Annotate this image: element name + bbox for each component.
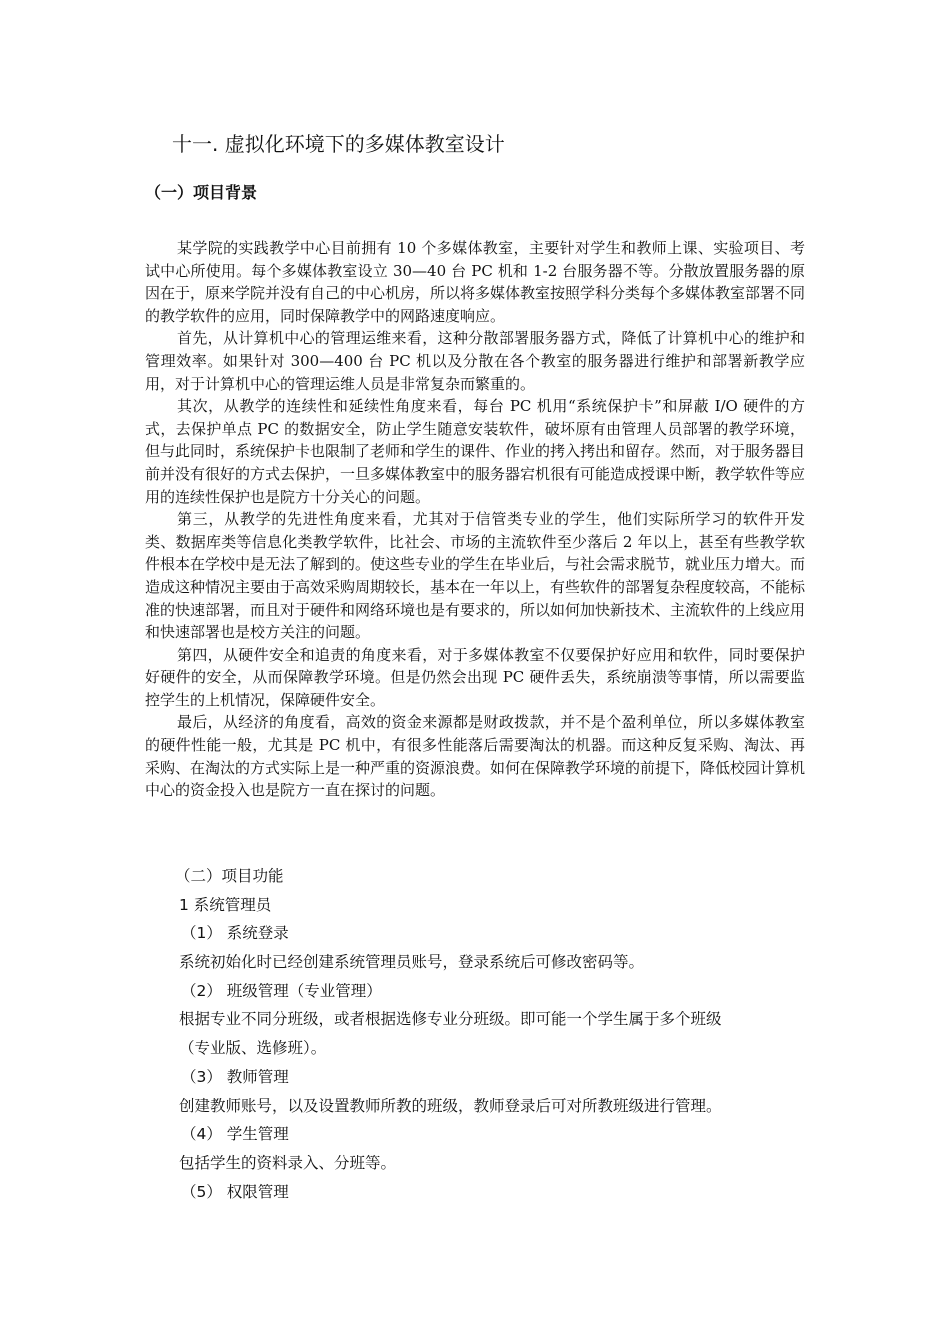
paragraph: 最后，从经济的角度看，高效的资金来源都是财政拨款，并不是个盈利单位，所以多媒体教室的硬件性能一般，尤其是 PC 机中，有很多性能落后需要淘汰的机器。而这种反复采购、淘汰、再采购、在淘汰的方式实际上是一种严重的资源浪费。如何在保障教学环境的前提下，降低校园计算机中心的资金投入也是院方一直在探讨的问题。 [145,713,806,800]
item-label-student-management: （4） 学生管理 [181,1125,289,1144]
paragraph: 首先，从计算机中心的管理运维来看，这种分散部署服务器方式，降低了计算机中心的维护和管理效率。如果针对 300—400 台 PC 机以及分散在各个教室的服务器进行维护和部署新教学应用，对于计算机中心的管理运维人员是非常复杂而繁重的。 [145,329,805,393]
item-desc-login: 系统初始化时已经创建系统管理员账号，登录系统后可修改密码等。 [179,953,645,972]
item-label-permission-management: （5） 权限管理 [181,1182,289,1201]
paragraph: 其次，从教学的连续性和延续性角度来看，每台 PC 机用“系统保护卡”和屏蔽 I/O 硬件的方式，去保护单点 PC 的数据安全，防止学生随意安装软件，破坏原有由管理人员部署的教学环境，但与此同时，系统保护卡也限制了老师和学生的课件、作业的拷入拷出和留存。然而，对于服务器目前并没有很好的方式去保护，一旦多媒体教室中的服务器宕机很有可能造成授课中断，教学软件等应用的连续性保护也是院方十分关心的问题。 [145,397,806,506]
sub-heading-admin: 1 系统管理员 [179,895,272,914]
background-body [145,237,805,802]
item-desc-teacher-management: 创建教师账号，以及设置教师所教的班级，教师登录后可对所教班级进行管理。 [179,1096,722,1115]
item-desc-class-management: 根据专业不同分班级，或者根据选修专业分班级。即可能一个学生属于多个班级 [179,1010,722,1029]
document-title: 十一. 虚拟化环境下的多媒体教室设计 [172,132,505,156]
item-label-class-management: （2） 班级管理（专业管理） [181,981,382,1000]
paragraph: 某学院的实践教学中心目前拥有 10 个多媒体教室，主要针对学生和教师上课、实验项目、考试中心所使用。每个多媒体教室设立 30—40 台 PC 机和 1-2 台服务器不等。分散放置服务器的原因在于，原来学院并没有自己的中心机房，所以将多媒体教室按照学科分类每个多媒体教室部署不同的教学软件的应用，同时保障教学中的网路速度响应。 [145,239,806,325]
item-desc-student-management: 包括学生的资料录入、分班等。 [179,1153,397,1172]
section-heading-background: （一）项目背景 [145,183,258,202]
paragraph: 第四，从硬件安全和追责的角度来看，对于多媒体教室不仅要保护好应用和软件，同时要保护好硬件的安全，从而保障教学环境。但是仍然会出现 PC 硬件丢失，系统崩溃等事情，所以需要监控学生的上机情况，保障硬件安全。 [145,645,805,709]
item-label-login: （1） 系统登录 [181,924,289,943]
paragraph: 第三，从教学的先进性角度来看，尤其对于信管类专业的学生，他们实际所学习的软件开发类、数据库类等信息化类教学软件，比社会、市场的主流软件至少落后 2 年以上，甚至有些教学软件根本在学校中是无法了解到的。使这些专业的学生在毕业后，与社会需求脱节，就业压力增大。而造成这种情况主要由于高效采购周期较长，基本在一年以上，有些软件的部署复杂程度较高，不能标准的快速部署，而且对于硬件和网络环境也是有要求的，所以如何加快新技术、主流软件的上线应用和快速部署也是校方关注的问题。 [145,510,806,642]
section-heading-functions: （二）项目功能 [175,867,284,885]
item-label-teacher-management: （3） 教师管理 [181,1067,289,1086]
functions-section [145,862,845,1206]
item-desc-class-management-cont: （专业版、选修班）。 [179,1039,327,1058]
